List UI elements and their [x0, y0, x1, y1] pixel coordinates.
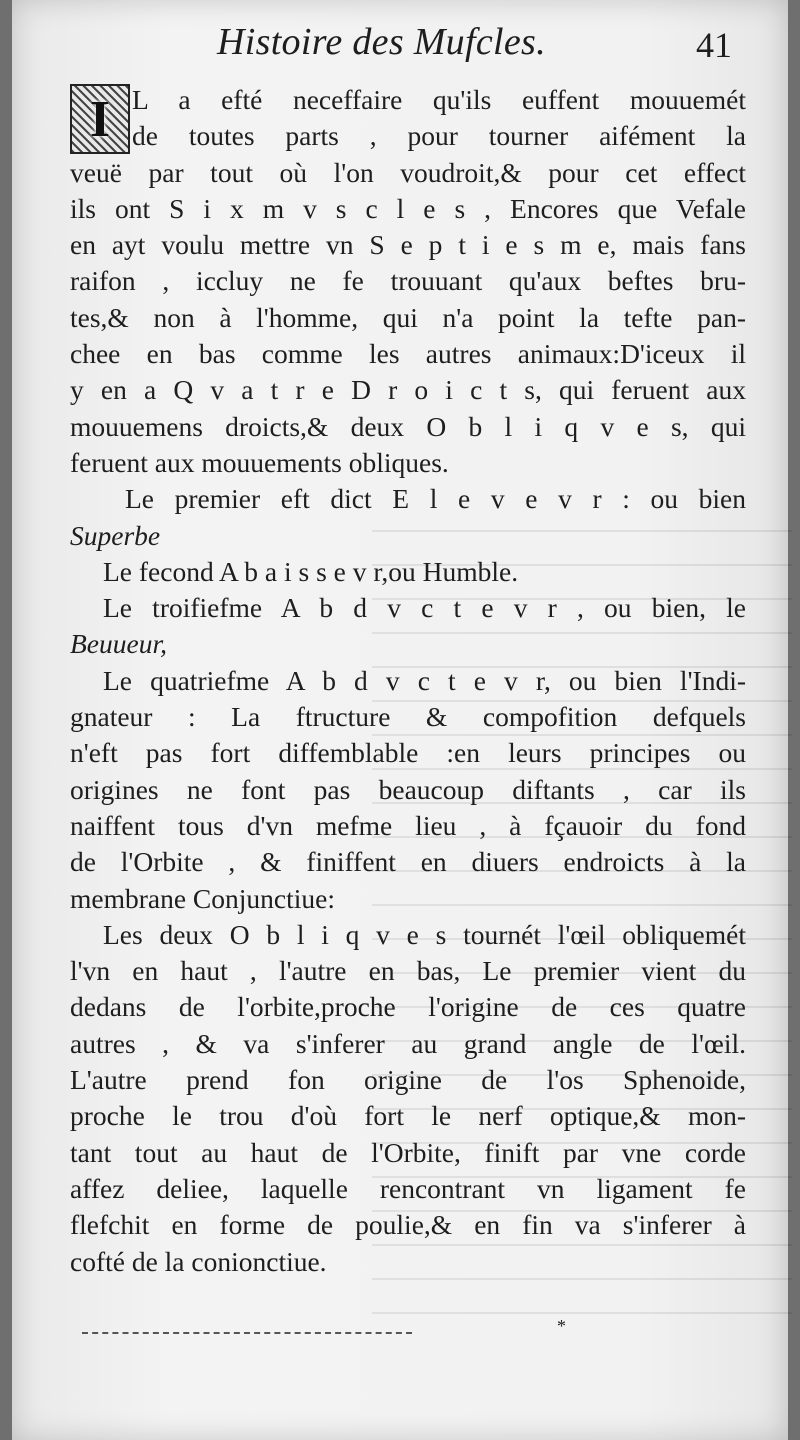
footer-mark: * [557, 1316, 566, 1336]
text-line: Beuueur, [70, 628, 167, 660]
text-line: Les deux O b l i q v e s tournét l'œil obliquemét [103, 918, 746, 950]
text-line: Le premier eft dict E l e v e v r : ou bien [125, 483, 746, 515]
text-line: tant tout au haut de l'Orbite, finift par vne corde [70, 1136, 746, 1168]
text-line: membrane Conjunctiue: [70, 882, 335, 914]
running-head [12, 14, 788, 64]
text-line: ils ont S i x m v s c l e s , Encores que Vefale [70, 192, 746, 224]
text-line: en ayt voulu mettre vn S e p t i e s m e, mais fans [70, 229, 746, 261]
text-line: dedans de l'orbite,proche l'origine de ces quatre [70, 991, 746, 1023]
text-line: Le fecond A b a i s s e v r,ou Humble. [103, 555, 519, 587]
text-line: L'autre prend fon origine de l'os Sphenoide, [70, 1064, 746, 1096]
text-line: veuë par tout où l'on voudroit,& pour cet effect [70, 156, 746, 188]
running-title: Histoire des Mufcles. [217, 21, 546, 63]
text-line: mouuemens droicts,& deux O b l i q v e s, qui [70, 410, 746, 442]
text-line: L a efté neceffaire qu'ils euffent mouuemét [132, 84, 746, 115]
text-line: de l'Orbite , & finiffent en diuers endroicts à la [70, 846, 746, 878]
book-page [12, 0, 788, 1440]
text-line: Le quatriefme A b d v c t e v r, ou bien l'Indi- [103, 664, 746, 696]
initial-letter: I [89, 90, 111, 148]
page-number: 41 [696, 25, 732, 65]
text-line: naiffent tous d'vn mefme lieu , à fçauoir du fond [70, 809, 746, 841]
body-text [70, 82, 746, 1280]
text-line: origines ne font pas beaucoup diftants , car ils [70, 773, 746, 805]
text-line: autres , & va s'inferer au grand angle de l'œil. [70, 1027, 746, 1059]
text-line: y en a Q v a t r e D r o i c t s, qui feruent aux [70, 374, 746, 406]
text-line: affez deliee, laquelle rencontrant vn ligament fe [70, 1172, 746, 1204]
text-line: flefchit en forme de poulie,& en fin va s'inferer à [70, 1209, 746, 1241]
footer-rule [82, 1332, 412, 1334]
text-line: chee en bas comme les autres animaux:D'iceux il [70, 338, 746, 370]
text-line: raifon , iccluy ne fe trouuant qu'aux beftes bru- [70, 265, 746, 297]
text-line: tes,& non à l'homme, qui n'a point la tefte pan- [70, 301, 746, 333]
text-line: gnateur : La ftructure & compofition defquels [70, 701, 746, 733]
text-line: n'eft pas fort diffemblable :en leurs principes ou [70, 737, 746, 769]
text-line: de toutes parts , pour tourner aifément la [132, 120, 746, 152]
text-line: proche le trou d'où fort le nerf optique,& mon- [70, 1100, 746, 1132]
text-line: l'vn en haut , l'autre en bas, Le premier vient du [70, 955, 746, 987]
text-line: feruent aux mouuements obliques. [70, 446, 449, 478]
text-line: Le troifiefme A b d v c t e v r , ou bien, le [103, 592, 746, 624]
text-line: Superbe [70, 519, 161, 551]
text-line: cofté de la conionctiue. [70, 1245, 327, 1277]
